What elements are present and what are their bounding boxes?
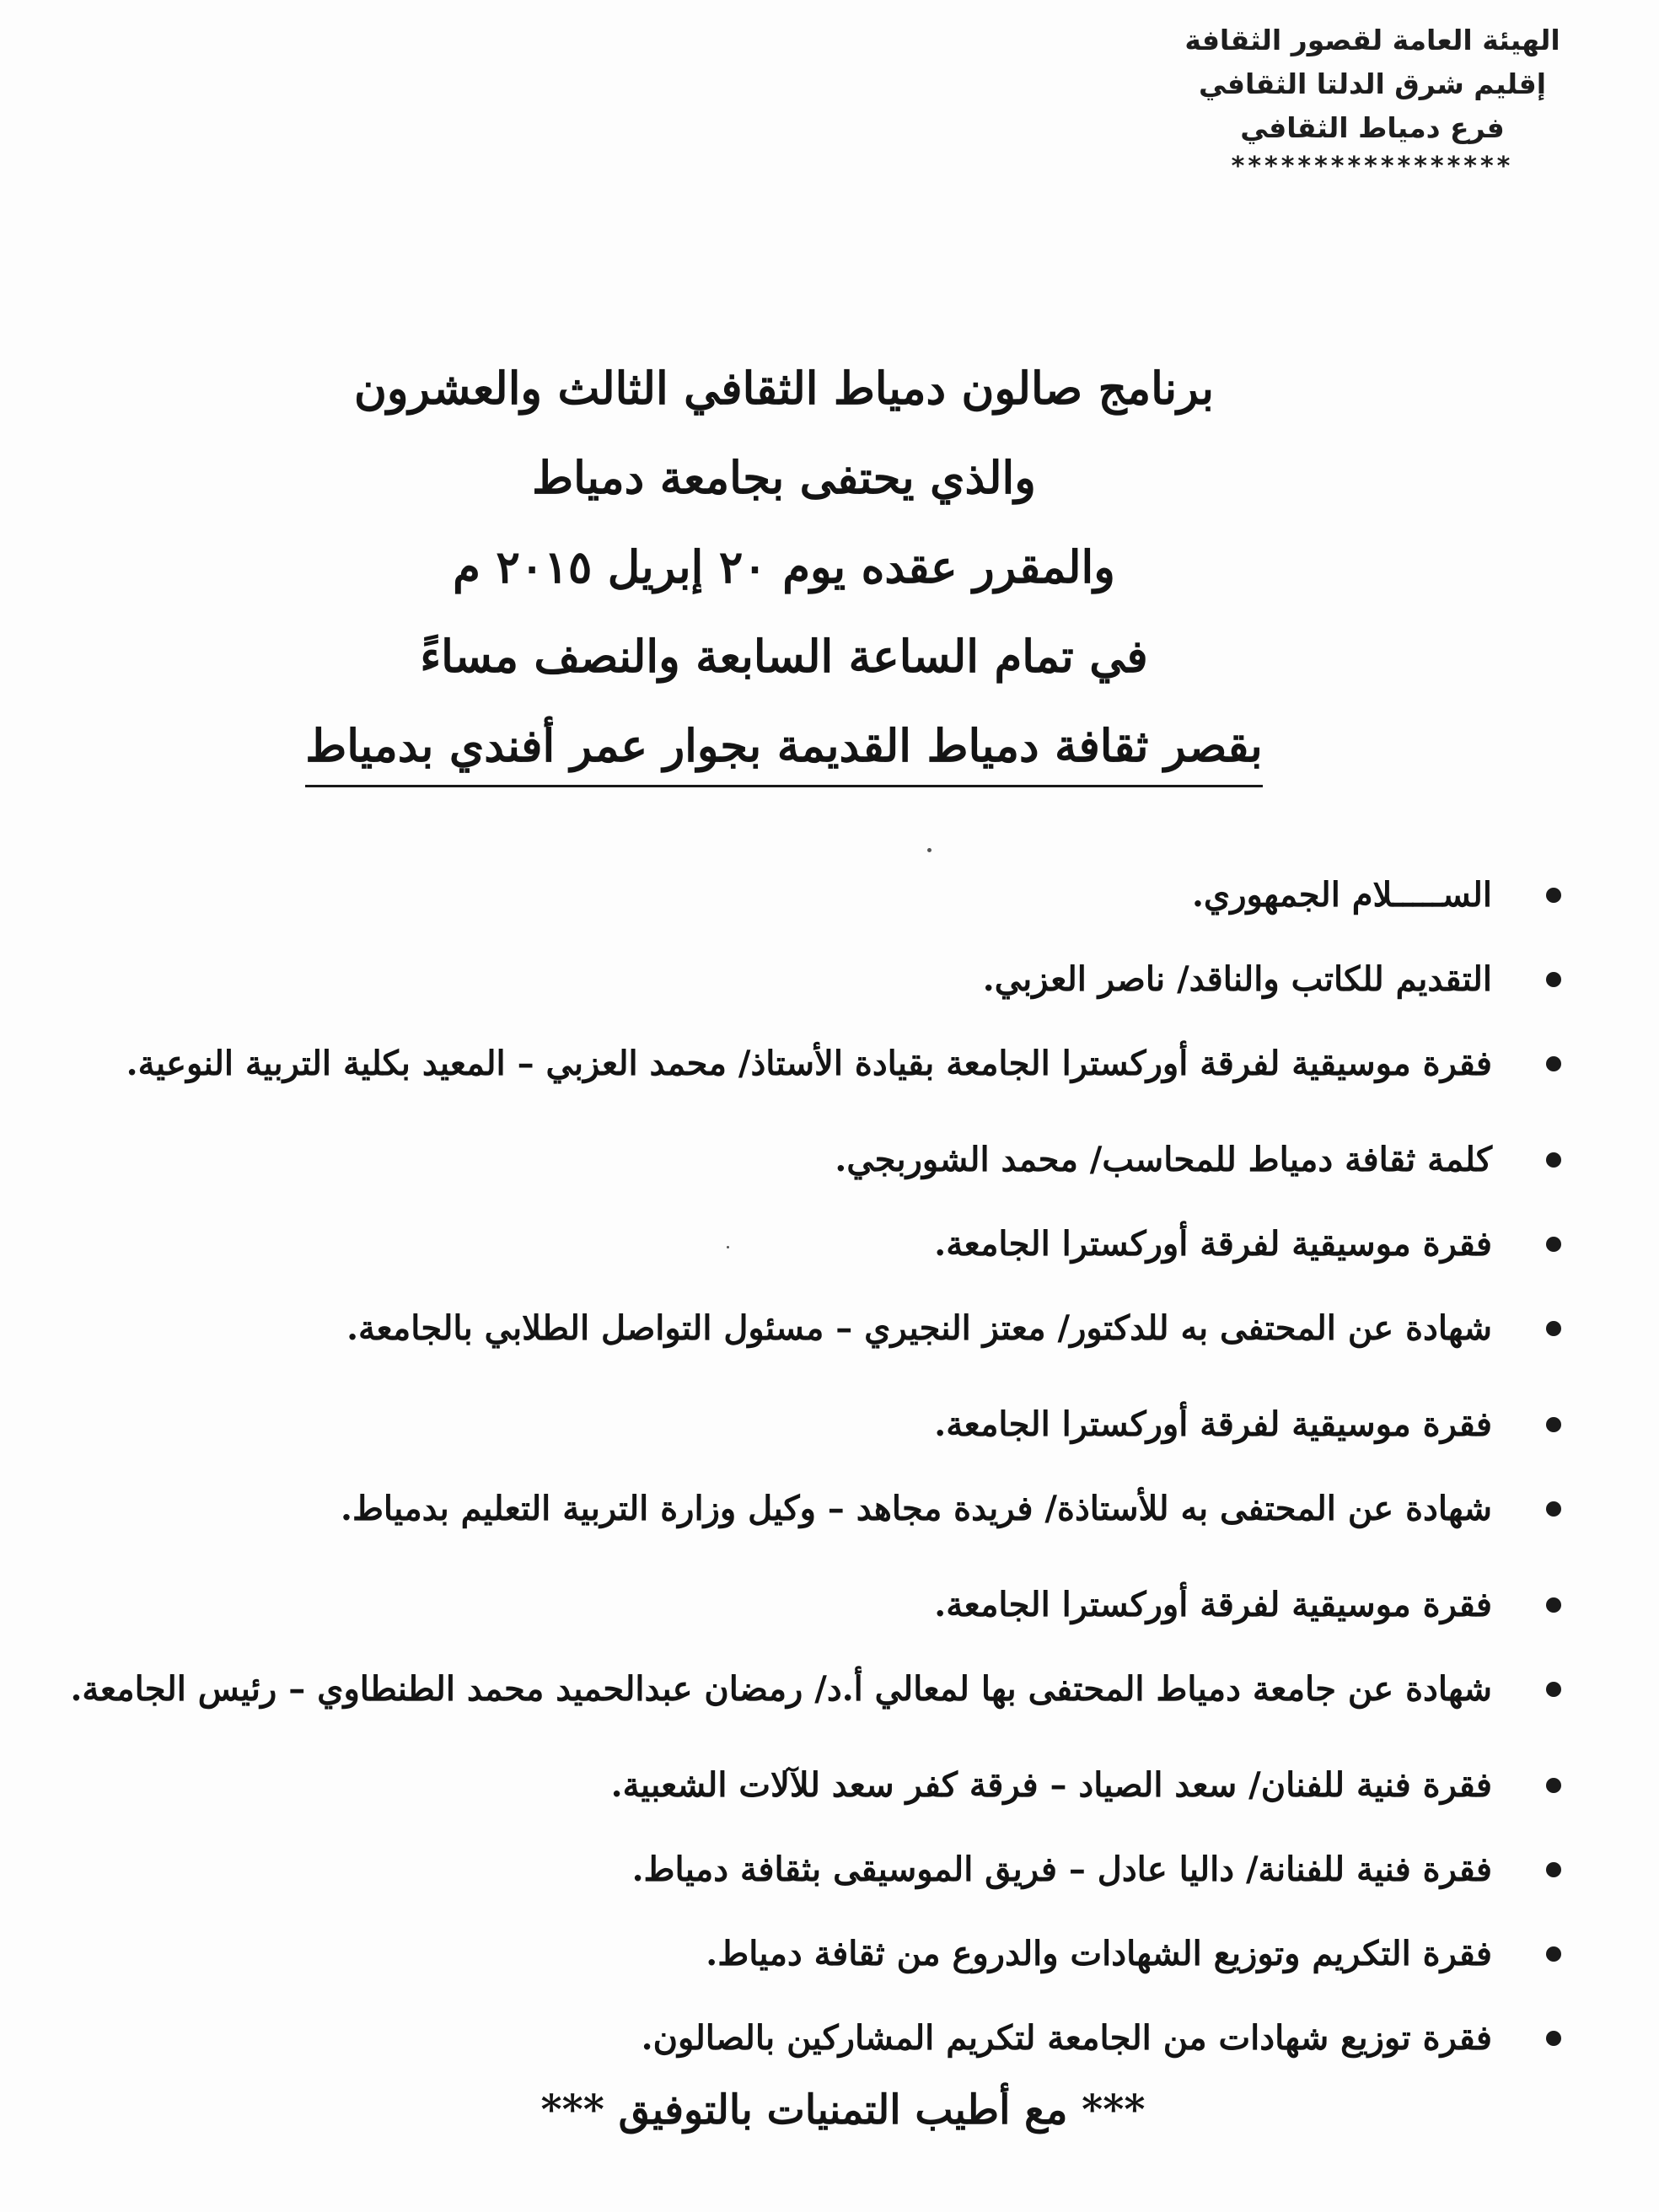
- list-item-text: فقرة فنية للفنان/ سعد الصياد – فرقة كفر سعد للآلات الشعبية.: [610, 1765, 1492, 1805]
- list-item: [17, 1667, 1602, 1763]
- program-items-list: [17, 872, 1602, 2100]
- list-item-text: شهادة عن المحتفى به للأستاذة/ فريدة مجاهد – وكيل وزارة التربية التعليم بدمياط.: [341, 1489, 1492, 1528]
- list-item-text: شهادة عن جامعة دمياط المحتفى بها لمعالي أ.د/ رمضان عبدالحميد محمد الطنطاوي – رئيس الجامعة.: [70, 1669, 1492, 1709]
- list-item-text: فقرة موسيقية لفرقة أوركسترا الجامعة.: [934, 1585, 1492, 1624]
- list-item-text: فقرة فنية للفنانة/ داليا عادل – فريق الموسيقى بثقافة دمياط.: [631, 1850, 1492, 1889]
- list-item: [17, 1931, 1602, 2016]
- bullet-icon: [1546, 1946, 1561, 1962]
- letterhead-separator: *****************: [1231, 152, 1514, 181]
- list-item-text: فقرة توزيع شهادات من الجامعة لتكريم المشاركين بالصالون.: [641, 2018, 1492, 2058]
- letterhead: [1153, 19, 1592, 184]
- bullet-icon: [1546, 1682, 1561, 1697]
- closing-wishes: *** مع أطيب التمنيات بالتوفيق ***: [540, 2086, 1146, 2134]
- bullet-icon: [1546, 1237, 1561, 1252]
- list-item: [17, 957, 1602, 1041]
- list-item: [17, 1847, 1602, 1931]
- title-line-venue: بقصر ثقافة دمياط القديمة بجوار عمر أفندي بدمياط: [305, 711, 1263, 787]
- list-item: [17, 1763, 1602, 1847]
- list-item-text: فقرة موسيقية لفرقة أوركسترا الجامعة.: [934, 1404, 1492, 1444]
- list-item-text: شهادة عن المحتفى به للدكتور/ معتز النجيري – مسئول التواصل الطلابي بالجامعة.: [346, 1308, 1492, 1348]
- bullet-icon: [1546, 1321, 1561, 1336]
- bullet-icon: [1546, 2031, 1561, 2046]
- bullet-icon: [1546, 1056, 1561, 1071]
- program-title-block: [253, 344, 1315, 791]
- scan-speck: [727, 1246, 729, 1248]
- list-item-text: الســـــلام الجمهوري.: [1191, 875, 1492, 915]
- list-item-text: فقرة التكريم وتوزيع الشهادات والدروع من ثقافة دمياط.: [706, 1934, 1492, 1973]
- list-item-text: فقرة موسيقية لفرقة أوركسترا الجامعة.: [934, 1224, 1492, 1264]
- bullet-icon: [1546, 1778, 1561, 1793]
- list-item: [17, 1402, 1602, 1486]
- title-line-celebration: والذي يحتفى بجامعة دمياط: [532, 452, 1036, 504]
- list-item: [17, 1306, 1602, 1402]
- list-item: [17, 872, 1602, 957]
- list-item: [17, 1137, 1602, 1221]
- bullet-icon: [1546, 972, 1561, 987]
- title-line-program: برنامج صالون دمياط الثقافي الثالث والعشرون: [353, 362, 1215, 415]
- title-line-date: والمقرر عقده يوم ٢٠ إبريل ٢٠١٥ م: [453, 541, 1115, 593]
- list-item-text: التقديم للكاتب والناقد/ ناصر العزبي.: [982, 959, 1492, 999]
- letterhead-region: إقليم شرق الدلتا الثقافي: [1198, 67, 1547, 100]
- list-item: [17, 1582, 1602, 1667]
- list-item-text: فقرة موسيقية لفرقة أوركسترا الجامعة بقيادة الأستاذ/ محمد العزبي – المعيد بكلية التربية النوعية.: [126, 1044, 1492, 1083]
- list-item-text: كلمة ثقافة دمياط للمحاسب/ محمد الشوربجي.: [835, 1140, 1492, 1179]
- bullet-icon: [1546, 888, 1561, 903]
- scan-speck: [927, 848, 932, 852]
- list-item: [17, 1221, 1602, 1306]
- bullet-icon: [1546, 1862, 1561, 1877]
- list-item: [17, 1486, 1602, 1582]
- bullet-icon: [1546, 1597, 1561, 1613]
- list-item: [17, 1041, 1602, 1137]
- bullet-icon: [1546, 1501, 1561, 1517]
- bullet-icon: [1546, 1417, 1561, 1432]
- title-line-time: في تمام الساعة السابعة والنصف مساءً: [420, 631, 1148, 683]
- bullet-icon: [1546, 1152, 1561, 1168]
- letterhead-branch: فرع دمياط الثقافي: [1240, 111, 1505, 144]
- letterhead-organization: الهيئة العامة لقصور الثقافة: [1184, 24, 1560, 56]
